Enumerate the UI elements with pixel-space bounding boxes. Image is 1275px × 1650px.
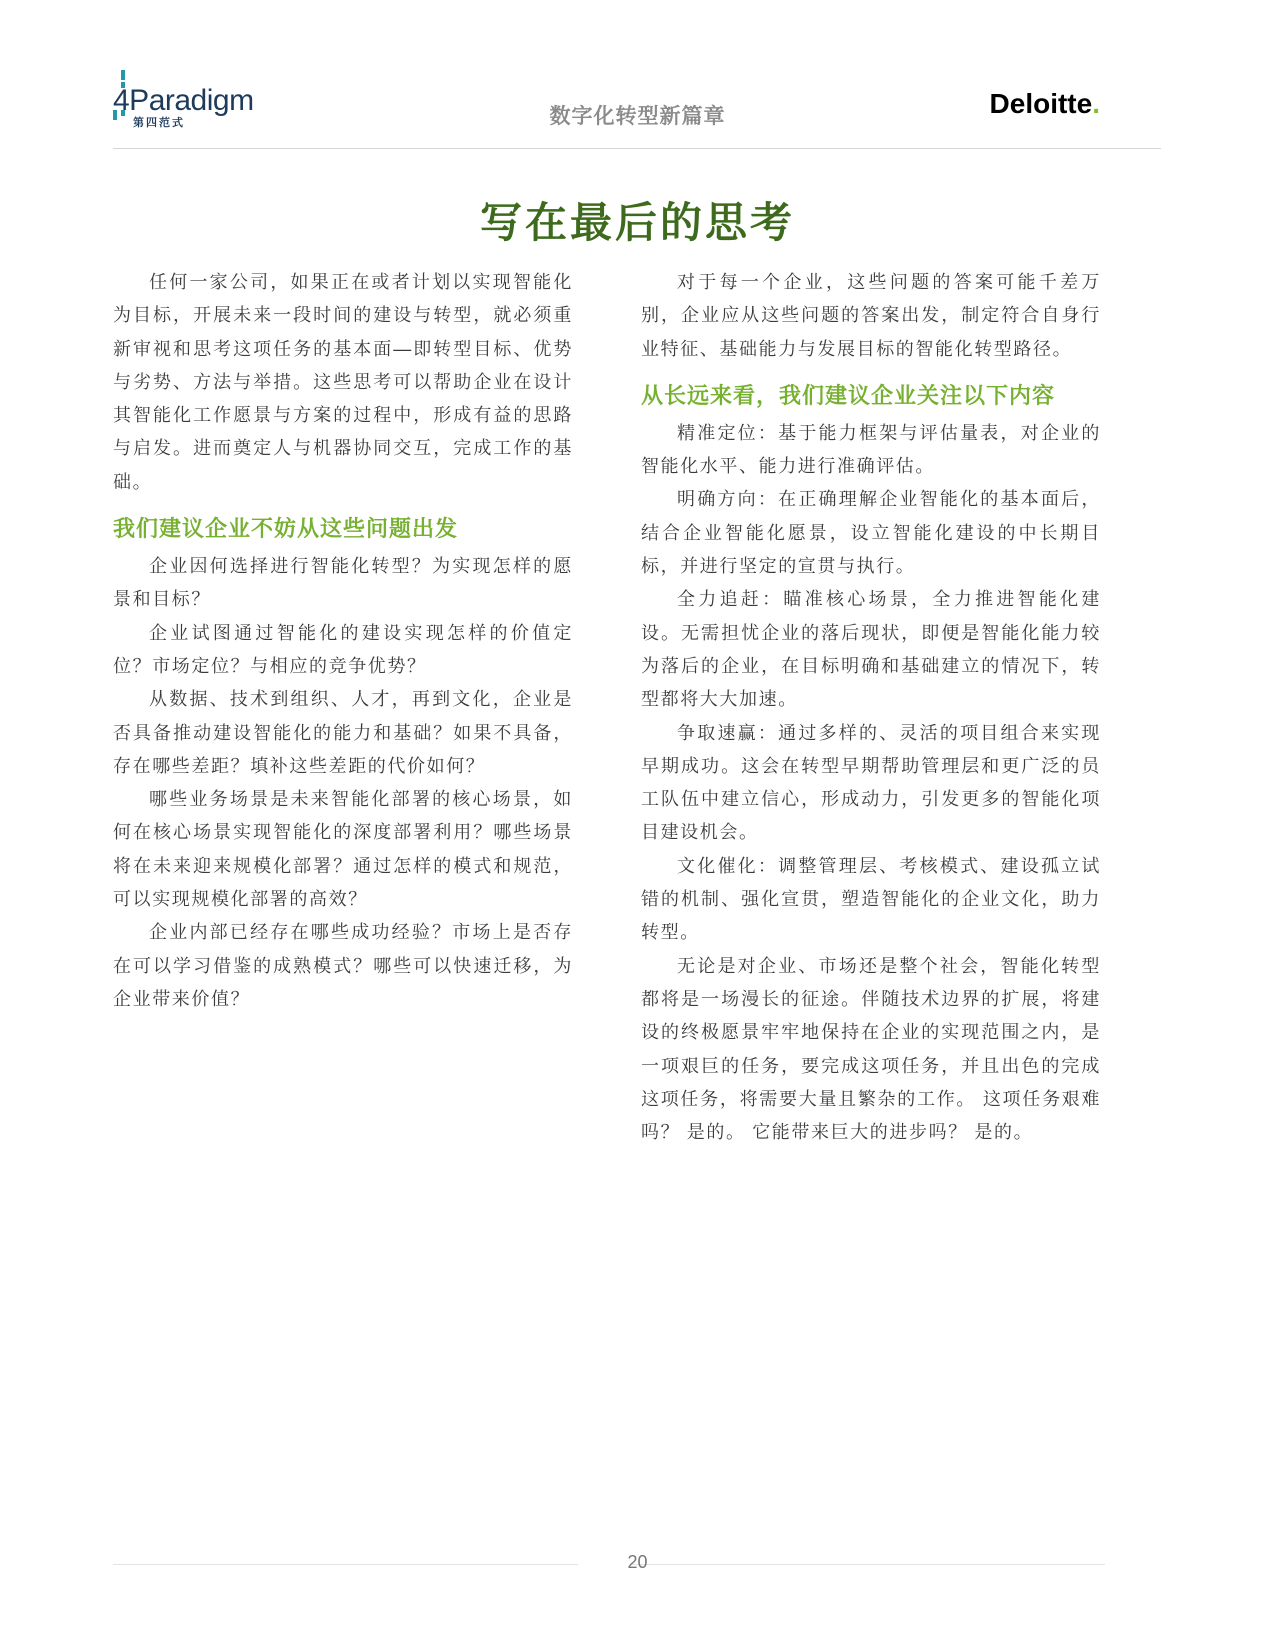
page-number: 20 bbox=[627, 1552, 648, 1572]
deloitte-logo bbox=[990, 88, 1100, 120]
intro-paragraph: 对于每一个企业，这些问题的答案可能千差万别，企业应从这些问题的答案出发，制定符合自身行业特征、基础能力与发展目标的智能化转型路径。 bbox=[641, 272, 1101, 359]
logo-wordmark: 4Paradigm bbox=[113, 84, 254, 117]
intro-paragraph: 任何一家公司，如果正在或者计划以实现智能化为目标，开展未来一段时间的建设与转型，就必须重新审视和思考这项任务的基本面—即转型目标、优势与劣势、方法与举措。这些思考可以帮助企业在设计其智能化工作愿景与方案的过程中，形成有益的思路与启发。进而奠定人与机器协同交互，完成工作的基础。 bbox=[113, 272, 573, 492]
header-title: 数字化转型新篇章 bbox=[549, 105, 726, 128]
logo-subtitle: 第四范式 bbox=[133, 117, 185, 129]
section-heading: 我们建议企业不妨从这些问题出发 bbox=[113, 516, 459, 542]
recommendation-paragraph: 全力追赶：瞄准核心场景，全力推进智能化建设。无需担忧企业的落后现状，即便是智能化能力较为落后的企业，在目标明确和基础建立的情况下，转型都将大大加速。 bbox=[641, 589, 1101, 710]
question-paragraph: 企业试图通过智能化的建设实现怎样的价值定位？市场定位？与相应的竞争优势？ bbox=[113, 622, 573, 676]
recommendation-paragraph: 精准定位：基于能力框架与评估量表，对企业的智能化水平、能力进行准确评估。 bbox=[641, 422, 1101, 477]
section-heading: 从长远来看，我们建议企业关注以下内容 bbox=[641, 382, 1056, 408]
recommendation-paragraph: 争取速赢：通过多样的、灵活的项目组合来实现早期成功。这会在转型早期帮助管理层和更广泛的员工队伍中建立信心，形成动力，引发更多的智能化项目建设机会。 bbox=[641, 722, 1101, 843]
left-column bbox=[113, 266, 573, 1016]
question-paragraph: 企业内部已经存在哪些成功经验？市场上是否存在可以学习借鉴的成熟模式？哪些可以快速迁移，为企业带来价值？ bbox=[113, 922, 573, 1009]
header-divider bbox=[113, 148, 1161, 149]
deloitte-wordmark: Deloitte bbox=[989, 88, 1093, 119]
page-title: 写在最后的思考 bbox=[479, 199, 795, 246]
recommendation-paragraph: 文化催化：调整管理层、考核模式、建设孤立试错的机制、强化宣贯，塑造智能化的企业文化，助力转型。 bbox=[641, 855, 1101, 943]
question-paragraph: 企业因何选择进行智能化转型？为实现怎样的愿景和目标？ bbox=[113, 556, 573, 610]
deloitte-dot: . bbox=[1092, 88, 1100, 119]
recommendation-paragraph: 明确方向：在正确理解企业智能化的基本面后，结合企业智能化愿景，设立智能化建设的中长期目标，并进行坚定的宣贯与执行。 bbox=[641, 489, 1101, 577]
right-column bbox=[641, 266, 1101, 1149]
conclusion-paragraph: 无论是对企业、市场还是整个社会，智能化转型都将是一场漫长的征途。伴随技术边界的扩展，将建设的终极愿景牢牢地保持在企业的实现范围之内，是一项艰巨的任务，要完成这项任务，并且出色的完成这项任务，将需要大量且繁杂的工作。 这项任务艰难吗？ 是的。 它能带来巨大的进步吗？ 是的。 bbox=[641, 955, 1101, 1143]
question-paragraph: 从数据、技术到组织、人才，再到文化，企业是否具备推动建设智能化的能力和基础？如果不具备，存在哪些差距？填补这些差距的代价如何？ bbox=[113, 689, 573, 776]
question-paragraph: 哪些业务场景是未来智能化部署的核心场景，如何在核心场景实现智能化的深度部署利用？哪些场景将在未来迎来规模化部署？通过怎样的模式和规范，可以实现规模化部署的高效？ bbox=[113, 789, 573, 910]
